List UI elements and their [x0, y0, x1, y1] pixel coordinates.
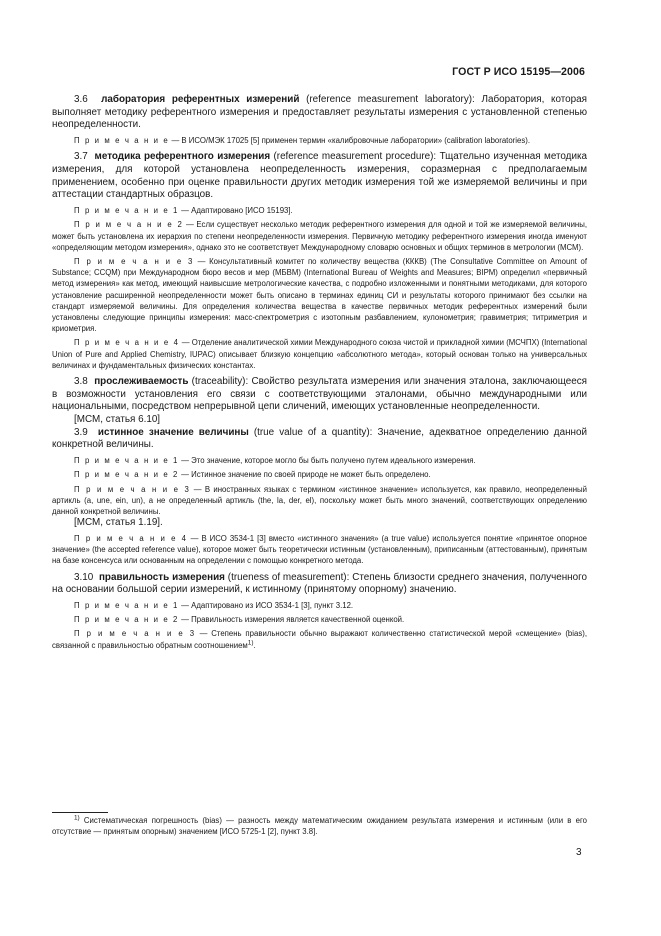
section-3-7	[52, 151, 587, 202]
term: правильность измерения	[98, 571, 225, 583]
section-3-9	[52, 427, 587, 452]
note-1: П р и м е ч а н и е 1 — Адаптировано из ИСО 3534-1 [3], пункт 3.12.	[74, 600, 354, 610]
definition: (reference measurement laboratory): Лаборатория, которая выполняет методику референтного измерения и предоставляет результаты измерения с установленной степенью неопределенности.	[52, 94, 587, 131]
footnote-marker: 1)	[247, 638, 254, 646]
note: П р и м е ч а н и е — В ИСО/МЭК 17025 [5] применен термин «калибровочные лаборатории» (calibration laboratories).	[74, 136, 530, 146]
definition: (trueness of measurement): Степень близости среднего значения, полученного на основании большой серии измерений, к истинному (принятому опорному) значению.	[52, 571, 587, 596]
term: методика референтного измерения	[94, 151, 271, 163]
note-4: П р и м е ч а н и е 4 — Отделение аналитической химии Международного союза чистой и прикладной химии (МСЧПХ) (International Union of Pure and Applied Chemistry, IUPAC) описывает близкую концепцию «абсолютного метода», который основан только на универсальных величинах и фундаментальных физических константах.	[52, 338, 587, 370]
note-2: П р и м е ч а н и е 2 — Если существует несколько методик референтного измерения для одной и той же измеряемой величины, может быть установлена их иерархия по степени неопределенности измерения. Первичную методику референтного измерения иногда именуют «определяющим методом измерения», однако это не соответствует Международному словарю основных и общих терминов в метрологии (МСМ).	[52, 220, 587, 252]
definition: (traceability): Свойство результата измерения или значения эталона, заключающееся в возможности установления его связи с соответствующими эталонами, обычно международными или национальными, посредством непрерывной цепи сличений, имеющих установленные неопределенности.	[52, 375, 587, 413]
note-3: П р и м е ч а н и е 3 — Консультативный комитет по количеству вещества (КККВ) (The Consultative Committee on Amount of Substance; CCQM) при Международном бюро весов и мер (МБВМ) (International Bureau of Weights and Measures; BIPM) определил «первичный метод измерения» как метод, имеющий наивысшие метрологические качества, с подробно изложенными и понятными методиками, для которого установление расширенной неопределенности может быть описано в терминах единиц СИ и результаты которого принимают без ссылки на стандарт измеряемой величины. Для определения количества вещества в качестве первичных методик референтных измерений были установлены следующие принципы измерения: масс-спектрометрия с изотопным разбавлением, кулонометрия; гравиметрия; титриметрия и криометрия.	[52, 256, 587, 334]
section-3-8	[52, 376, 587, 414]
note-4: П р и м е ч а н и е 4 — В ИСО 3534-1 [3] вместо «истинного значения» (a true value) используется понятие «принятое опорное значение» (the accepted reference value), которое может быть теоретически истинным (установленным), приписанным (аттестованным), принятым на базе консенсуса или основанным на определении с помощью конкретного метода.	[52, 533, 587, 566]
section-number: 3.6	[74, 94, 88, 105]
section-number: 3.10	[74, 571, 94, 583]
note-1: П р и м е ч а н и е 1 — Это значение, которое могло бы быть получено путем идеального измерения.	[74, 456, 476, 466]
note-2: П р и м е ч а н и е 2 — Истинное значение по своей природе не может быть определено.	[74, 470, 431, 480]
footnote-marker: 1)	[74, 814, 80, 822]
page-content	[52, 94, 587, 651]
page-number: 3	[576, 847, 582, 858]
section-3-6	[52, 94, 587, 132]
term: лаборатория референтных измерений	[101, 94, 300, 105]
section-number: 3.7	[74, 151, 88, 163]
note-2: П р и м е ч а н и е 2 — Правильность измерения является качественной оценкой.	[74, 615, 405, 625]
note-3: П р и м е ч а н и е 3 — В иностранных языках с термином «истинное значение» используется, как правило, неопределенный артикль (a, une, ein, un), а не определенный артикль (the, la, der, el), поскольку может быть много значений, соответствующих определению данной конкретной величины.	[52, 484, 587, 516]
standard-header: ГОСТ Р ИСО 15195—2006	[452, 66, 585, 78]
term: истинное значение величины	[97, 426, 249, 438]
note-3: П р и м е ч а н и е 3 — Степень правильности обычно выражают количественно статистической мерой «смещение» (bias), связанной с правильностью обратным соотношением$^{1)}$.	[52, 629, 587, 650]
definition: (true value of a quantity): Значение, адекватное определению данной конкретной величины.	[52, 426, 587, 451]
note-1: П р и м е ч а н и е 1 — Адаптировано [ИСО 15193].	[74, 206, 293, 216]
section-3-10	[52, 572, 587, 597]
footnote-divider	[52, 812, 108, 813]
section-number: 3.8	[74, 375, 88, 387]
reference: [МСМ, статья 1.19].	[74, 517, 163, 529]
reference: [МСМ, статья 6.10]	[74, 414, 161, 426]
footnote: $^{1)}$ Систематическая погрешность (bias) — разность между математическим ожиданием результата измерения и истинным (или в его отсутствие — принятым опорным) значением [ИСО 5725-1 [2], пункт 3.8].	[52, 814, 587, 837]
section-number: 3.9	[74, 426, 88, 438]
term: прослеживаемость	[94, 375, 189, 387]
definition: (reference measurement procedure): Тщательно изученная методика измерения, для которой установлена неопределенность измерения, соразмерная с предполагаемым применением, особенно при оценке правильности других методик измерения той же измеряемой величины и при аттестации стандартных образцов.	[52, 151, 587, 201]
